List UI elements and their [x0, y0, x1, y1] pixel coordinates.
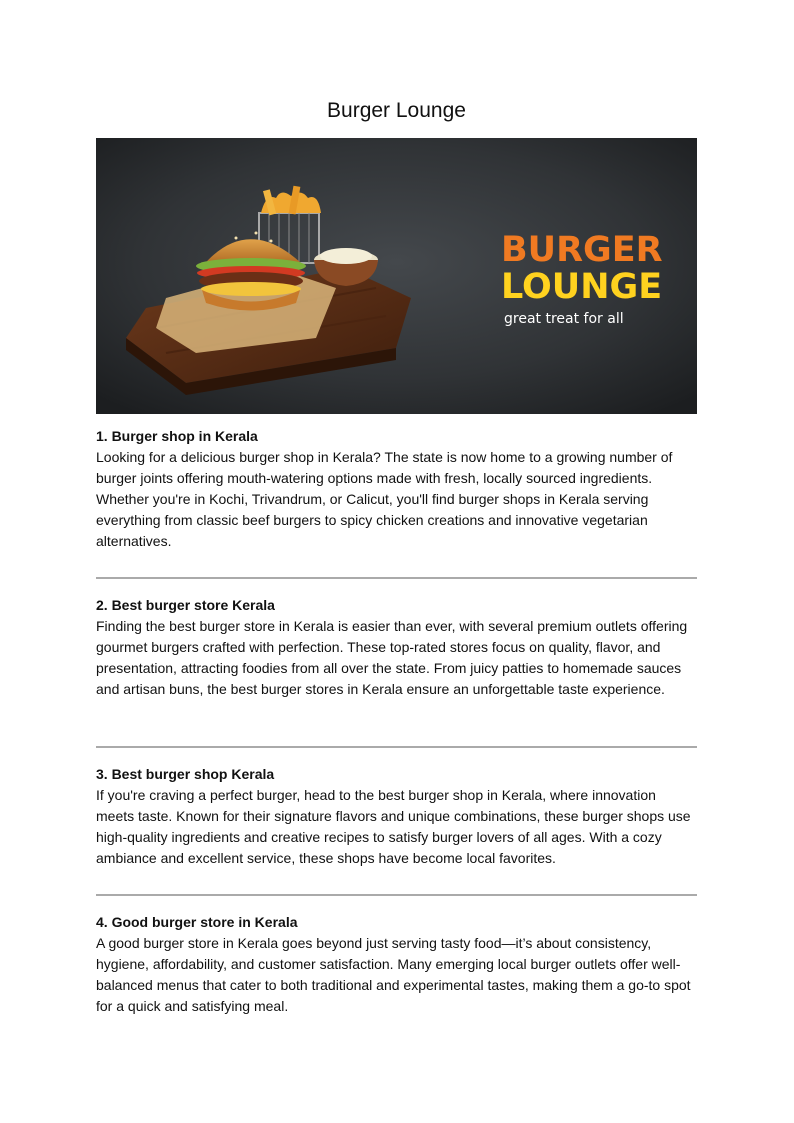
section-body: Finding the best burger store in Kerala is easier than ever, with several premium outlets offering gourmet burgers crafted with perfection. These top-rated stores focus on quality, flavor, and presentation, attracting foodies from all over the state. From juicy patties to homemade sauces and artisan buns, the best burger stores in Kerala ensure an unforgettable taste experience. — [96, 618, 688, 697]
section-1 — [96, 426, 697, 552]
section-heading: 2. Best burger store Kerala — [96, 597, 275, 613]
document-title: Burger Lounge — [327, 99, 466, 122]
section-2 — [96, 595, 697, 700]
section-4 — [96, 912, 697, 1017]
brand-tagline: great treat for all — [504, 311, 624, 327]
banner-image — [96, 138, 697, 414]
section-body: A good burger store in Kerala goes beyond just serving tasty food—it’s about consistency, hygiene, affordability, and customer satisfaction. Many emerging local burger outlets offer well-balanced menus that cater to both traditional and experimental tastes, making them a go-to spot for a quick and satisfying meal. — [96, 935, 691, 1014]
brand-line-2: LOUNGE — [501, 267, 663, 307]
section-heading: 3. Best burger shop Kerala — [96, 766, 275, 782]
section-heading: 4. Good burger store in Kerala — [96, 914, 298, 930]
brand-line-1: BURGER — [501, 230, 663, 270]
section-3 — [96, 764, 697, 869]
banner-illustration — [96, 138, 697, 414]
section-divider — [96, 577, 697, 579]
section-divider — [96, 894, 697, 896]
section-body: Looking for a delicious burger shop in Kerala? The state is now home to a growing number of burger joints offering mouth-watering options made with fresh, locally sourced ingredients. Whether you're in Kochi, Trivandrum, or Calicut, you'll find burger shops in Kerala serving everything from classic beef burgers to spicy chicken creations and innovative vegetarian alternatives. — [96, 449, 673, 549]
section-body: If you're craving a perfect burger, head to the best burger shop in Kerala, where innovation meets taste. Known for their signature flavors and unique combinations, these burger shops use high-quality ingredients and creative recipes to satisfy burger lovers of all ages. With a cozy ambiance and excellent service, these shops have become local favorites. — [96, 787, 691, 866]
section-divider — [96, 746, 697, 748]
section-heading: 1. Burger shop in Kerala — [96, 428, 258, 444]
